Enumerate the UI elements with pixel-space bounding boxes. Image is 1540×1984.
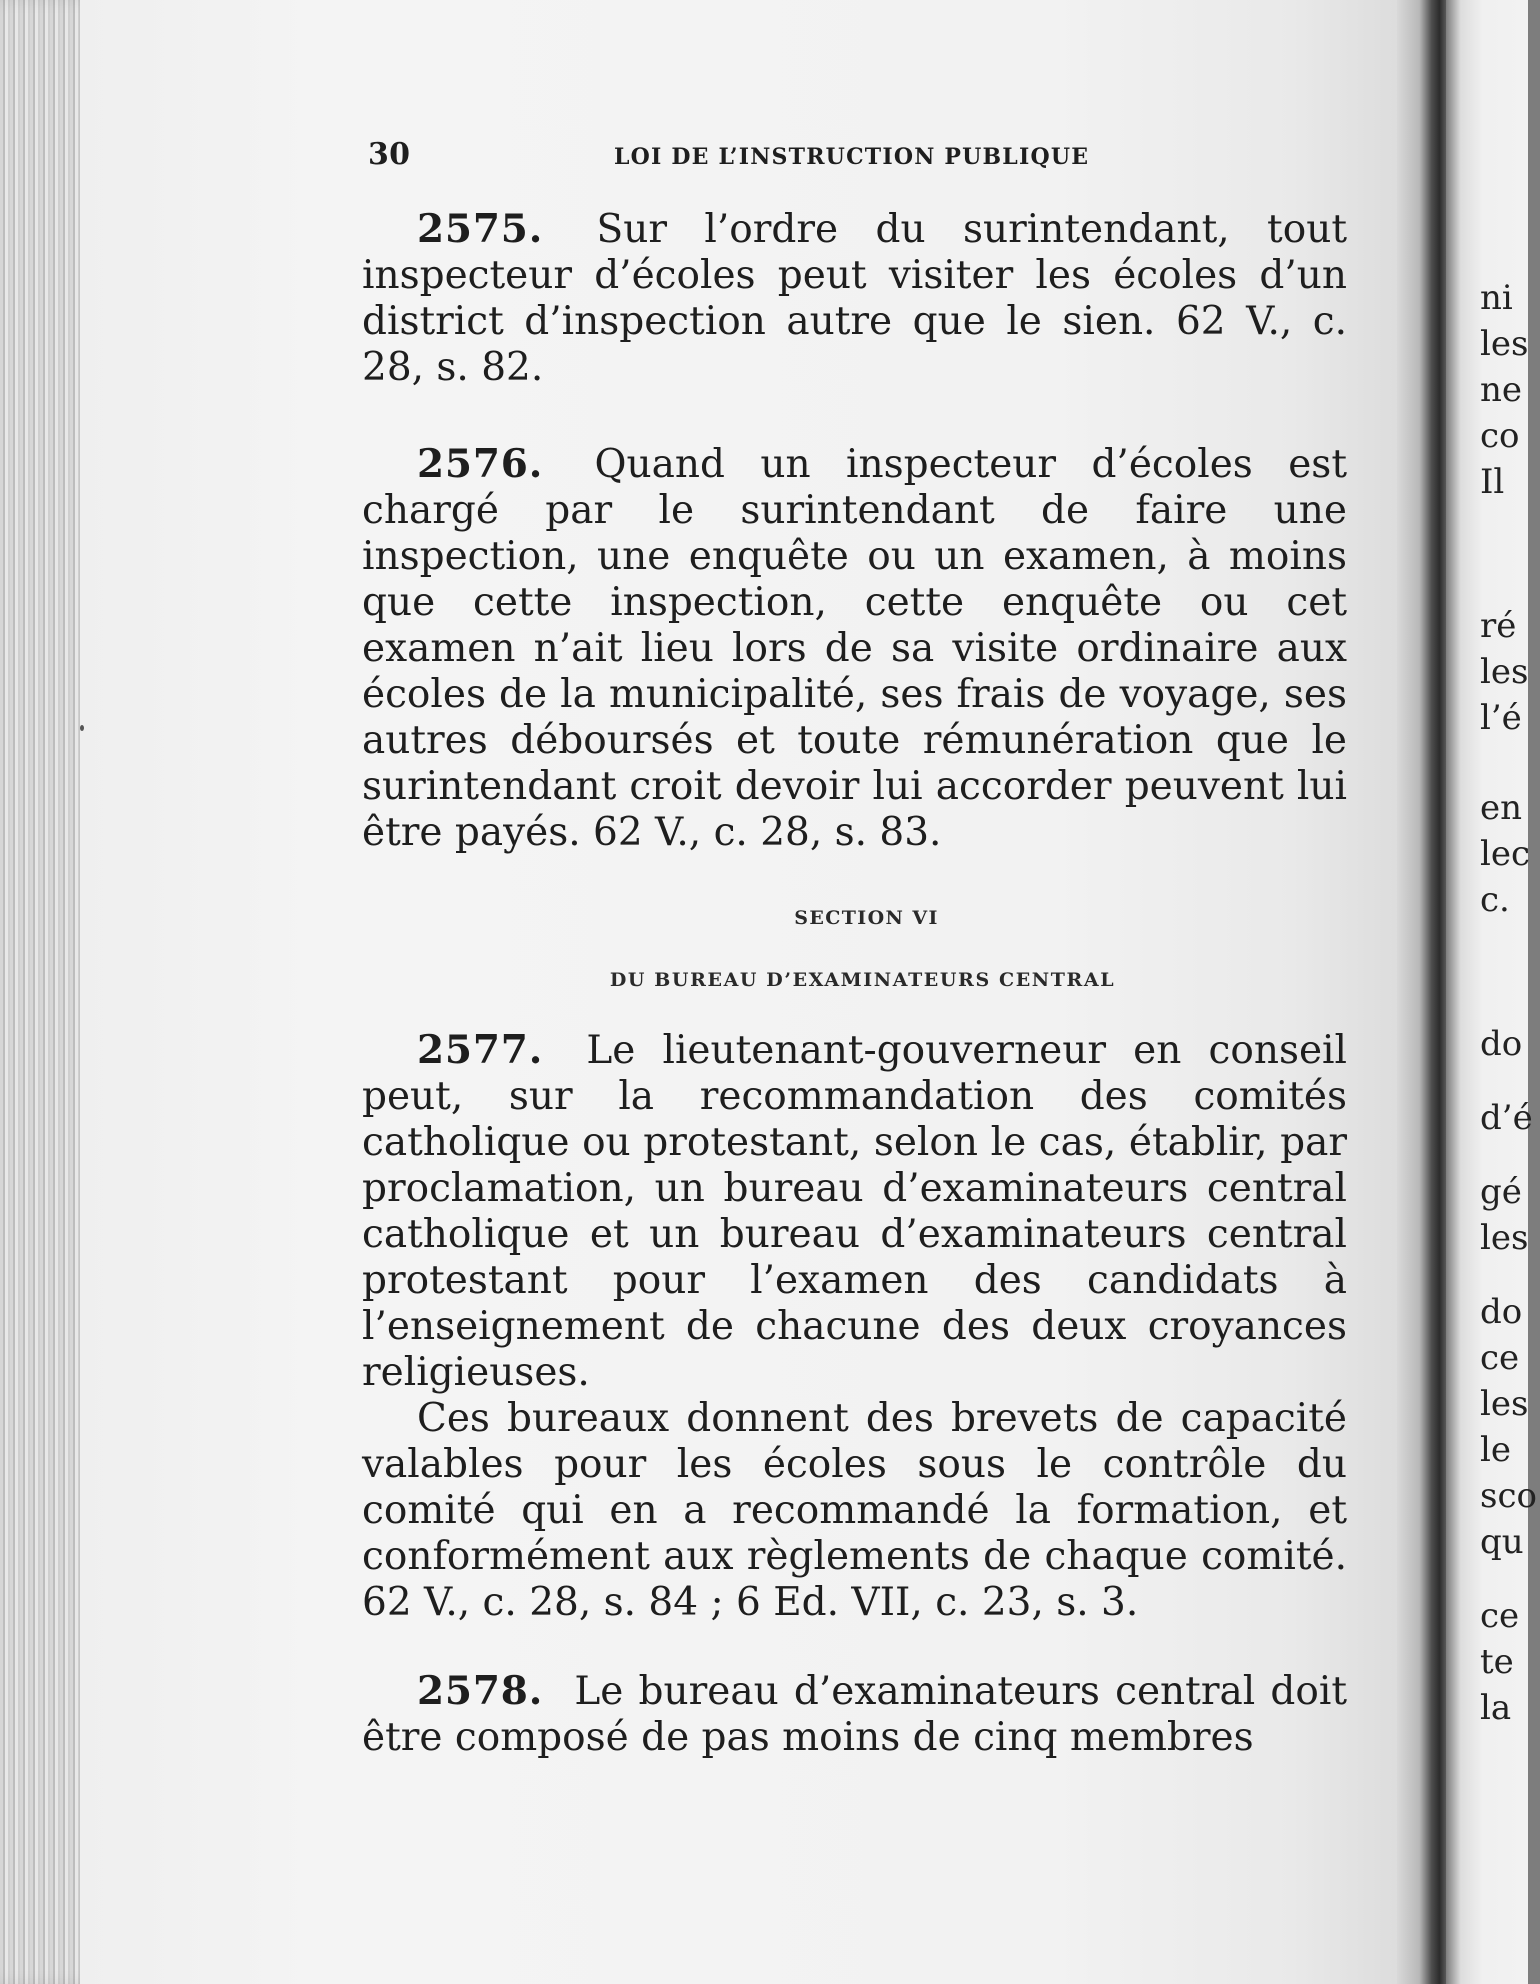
fragment-line: l’é [1480, 698, 1522, 738]
fragment-gap [1480, 1565, 1540, 1593]
fragment-line: lec [1480, 834, 1531, 874]
fragment-line: d’é [1480, 1098, 1533, 1138]
article-number-2578: 2578. [417, 1668, 544, 1714]
fragment-line: gé [1480, 1172, 1522, 1212]
fragment-line: les [1480, 1218, 1529, 1258]
fragment-gap [1480, 923, 1540, 1021]
article-2577 [362, 1027, 1347, 1396]
article-2578 [362, 1668, 1347, 1761]
running-head [362, 138, 1347, 182]
fragment-line: les [1480, 1384, 1529, 1424]
article-text-2578: Le bureau d’examinateurs central doit être composé de pas moins de cinq membres [362, 1669, 1347, 1760]
fragment-gap [1480, 505, 1540, 603]
article-2577-continuation: Ces bureaux donnent des brevets de capacité valables pour les écoles sous le contrôle du comité qui en a recommandé la formation, et conformément aux règlements de chaque comité. 62 V., c. 28, s. 84 ; 6 Ed. VII, c. 23, s. 3. [362, 1396, 1347, 1625]
fragment-gap [1480, 741, 1540, 785]
article-text-2576: Quand un inspecteur d’écoles est chargé par le surintendant de faire une inspection, une enquête ou un examen, à moins que cette inspection, cette enquête ou cet examen n’ait lieu lors de sa visite ordinaire aux écoles de la municipalité, ses frais de voyage, ses autres déboursés et toute rémunération que le surintendant croit devoir lui accorder peuvent lui être payés. 62 V., c. 28, s. 83. [362, 442, 1347, 855]
section-heading-block [362, 905, 1347, 993]
book-gutter [1397, 0, 1453, 1984]
fragment-line: ne [1480, 370, 1523, 410]
fragment-line: sco [1480, 1476, 1537, 1516]
page-number: 30 [368, 137, 411, 172]
fragment-gap [1480, 1067, 1540, 1095]
fragment-line: ni [1480, 278, 1513, 318]
fragment-line: c. [1480, 880, 1510, 920]
fragment-line: les [1480, 652, 1529, 692]
page-content [362, 138, 1347, 1761]
section-title: DU BUREAU D’EXAMINATEURS CENTRAL [609, 969, 1116, 991]
right-page-text-fragments [1480, 275, 1540, 1731]
fragment-gap [1480, 1141, 1540, 1169]
fragment-line: do [1480, 1292, 1523, 1332]
section-label: SECTION VI [794, 907, 939, 929]
fragment-line: Il [1480, 462, 1505, 502]
fragment-line: do [1480, 1024, 1523, 1064]
fragment-line: ce [1480, 1596, 1520, 1636]
article-number-2576: 2576. [417, 441, 544, 487]
article-number-2577: 2577. [417, 1027, 544, 1073]
article-2576 [362, 441, 1347, 856]
fragment-line: les [1480, 324, 1529, 364]
article-text-2575: Sur l’ordre du surintendant, tout inspecteur d’écoles peut visiter les écoles d’un district d’inspection autre que le sien. 62 V., c. 28, s. 82. [362, 207, 1347, 390]
fragment-gap [1480, 1261, 1540, 1289]
fragment-line: te [1480, 1642, 1514, 1682]
fragment-line: la [1480, 1688, 1512, 1728]
fragment-line: ré [1480, 606, 1517, 646]
scan-dust-mark [80, 725, 84, 731]
fragment-line: qu [1480, 1522, 1524, 1562]
fragment-line: le [1480, 1430, 1511, 1470]
running-title: LOI DE L’INSTRUCTION PUBLIQUE [614, 144, 1090, 170]
article-2575 [362, 206, 1347, 391]
article-text-2577: Le lieutenant-gouverneur en conseil peut, sur la recommandation des comités catholique ou protestant, selon le cas, établir, par proclamation, un bureau d’examinateurs central catholique et un bureau d’examinateurs central protestant pour l’examen des candidats à l’enseignement de chacune des deux croyances religieuses. [362, 1028, 1348, 1395]
fragment-line: en [1480, 788, 1523, 828]
fragment-line: ce [1480, 1338, 1520, 1378]
article-number-2575: 2575. [417, 206, 544, 252]
fragment-line: co [1480, 416, 1520, 456]
